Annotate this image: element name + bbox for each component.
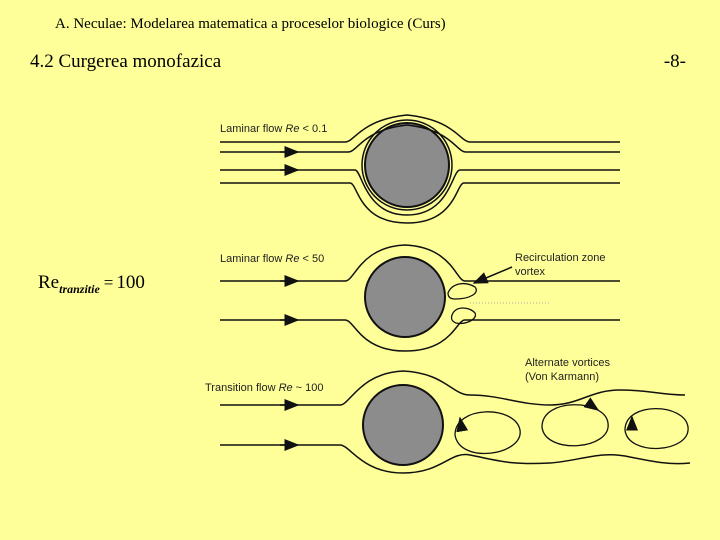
document-header: A. Neculae: Modelarea matematica a proceselor biologice (Curs) [55, 16, 446, 32]
section-title: 4.2 Curgerea monofazica [30, 51, 222, 72]
streamline-3-bottom [220, 445, 690, 473]
panel1-label: Laminar flow Re < 0.1 [220, 123, 328, 135]
recirculation-annotation-line2: vortex [515, 266, 545, 278]
reynolds-symbol: Re [38, 272, 60, 293]
reynolds-subscript: tranzitie [59, 282, 100, 296]
panel-laminar-mid-re [220, 245, 620, 351]
flow-diagram [180, 105, 700, 525]
vortex-1 [455, 412, 520, 454]
panel-transition-re [205, 357, 690, 473]
panel3-label: Transition flow Re ~ 100 [205, 382, 324, 394]
flow-regimes-figure [180, 105, 700, 525]
panel2-label: Laminar flow Re < 50 [220, 253, 325, 265]
vortex-2 [542, 405, 608, 446]
vortices-annotation-line2: (Von Karmann) [525, 371, 599, 383]
cylinder-2 [365, 257, 445, 337]
recirculation-vortex-top [448, 284, 476, 299]
reynolds-value: 100 [116, 272, 145, 293]
cylinder-1 [365, 123, 449, 207]
page-number: -8- [663, 51, 686, 72]
recirculation-annotation-line1: Recirculation zone [515, 252, 606, 264]
vortex-3 [625, 409, 688, 449]
equals-sign: = [103, 273, 114, 292]
panel-laminar-low-re [220, 115, 620, 223]
transition-reynolds-equation [38, 272, 145, 294]
cylinder-3 [363, 385, 443, 465]
vortices-annotation-line1: Alternate vortices [525, 357, 610, 369]
